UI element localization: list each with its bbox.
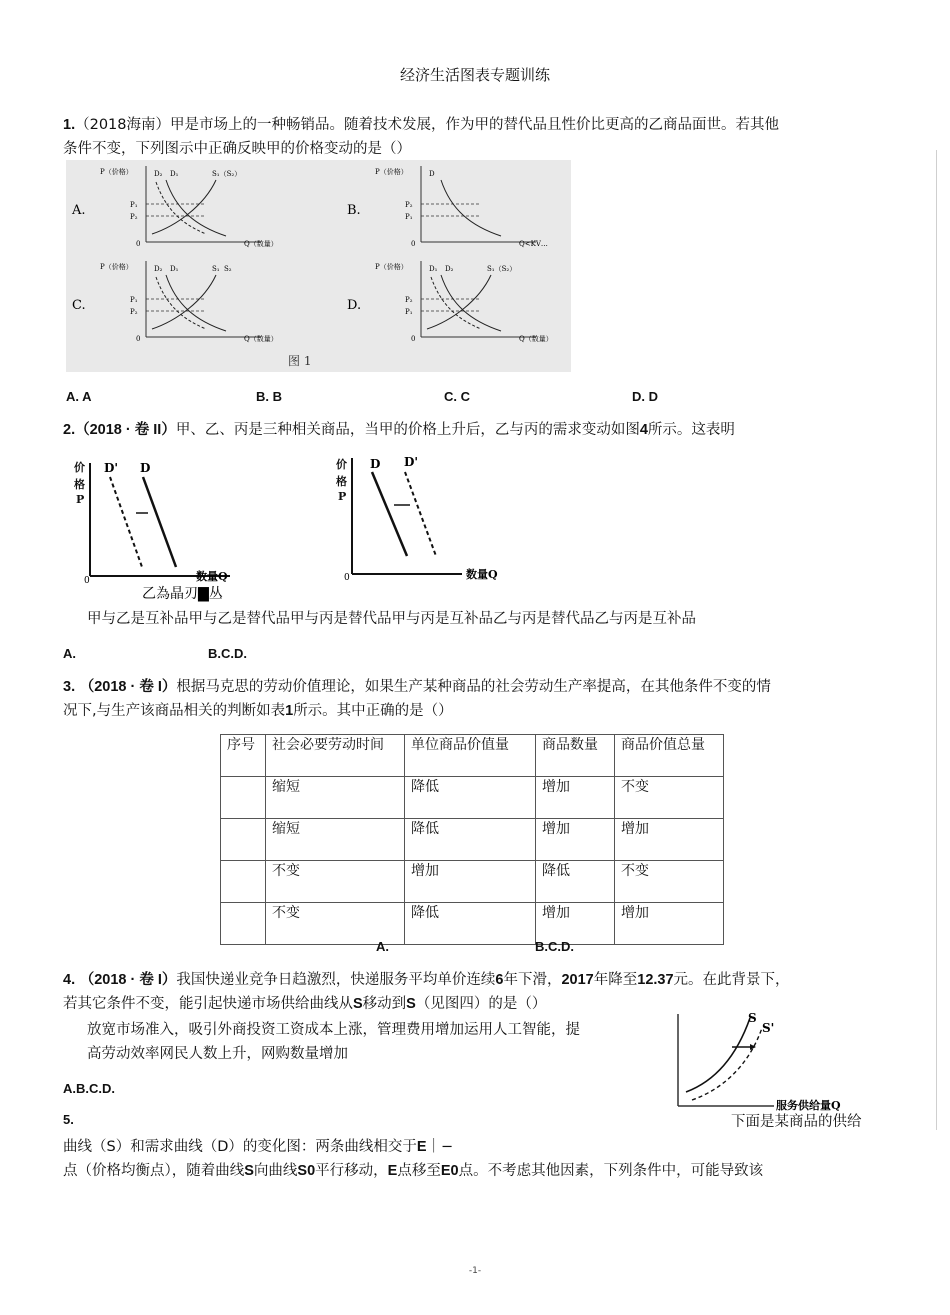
y-label-char: 价 [74, 461, 85, 474]
curve-label: D₂ [154, 265, 163, 273]
q1-figure [66, 160, 571, 372]
table-row [221, 903, 724, 945]
q3-answer-a[interactable]: A. [376, 939, 389, 954]
left-chart-caption: 乙為晶刃▇丛 [142, 586, 223, 602]
price-label: P₂ [405, 296, 413, 304]
demand-curve-d [372, 472, 407, 556]
origin-label: 0 [84, 576, 90, 586]
table-header-cell: 商品数量 [536, 735, 615, 777]
origin-label: 0 [411, 240, 416, 248]
demand-curve-d-prime [110, 477, 142, 567]
table-cell: 增加 [615, 819, 724, 861]
q4-choices-line2: 高劳动效率网民人数上升，网购数量增加 [87, 1046, 348, 1062]
panel-label: D. [347, 298, 362, 313]
curve-label: S₁（S₂） [487, 265, 517, 273]
page-number: -1- [468, 1266, 482, 1276]
price-label: P₁ [130, 296, 138, 304]
q3-line2: 况下,与生产该商品相关的判断如表1所示。其中正确的是（） [63, 703, 453, 719]
y-label-char: P [338, 490, 347, 503]
origin-label: 0 [136, 240, 141, 248]
q5-number: 5. [63, 1112, 74, 1127]
table-header-row [221, 735, 724, 777]
figure-caption: 图 1 [288, 354, 312, 368]
origin-label: 0 [411, 335, 416, 343]
q1-line1: 1.（2018海南）甲是市场上的一种畅销品。随着技术发展，作为甲的替代品且性价比更高的乙商品面世。若其他 [63, 117, 779, 133]
table-cell: 降低 [405, 819, 536, 861]
table-header-cell: 序号 [221, 735, 266, 777]
curve-label-d: D [140, 461, 151, 475]
price-label: P₂ [130, 213, 138, 221]
table-row [221, 819, 724, 861]
q1-option-d[interactable]: D. D [632, 389, 658, 404]
q1-option-c[interactable]: C. C [444, 389, 470, 404]
table-row [221, 861, 724, 903]
page-edge-line [936, 150, 937, 1130]
origin-label: 0 [136, 335, 141, 343]
table-cell: 降低 [405, 777, 536, 819]
q2-choices: 甲与乙是互补品甲与乙是替代品甲与丙是替代品甲与丙是互补品乙与丙是替代品乙与丙是互补品 [87, 611, 696, 627]
origin-label: 0 [344, 573, 350, 582]
x-axis-label: Q（数量） [519, 335, 553, 343]
q3-table-wrap [220, 734, 724, 945]
curve-label-s-prime: S' [762, 1021, 775, 1035]
curve-label: D [429, 170, 435, 178]
y-axis-label: P（价格） [100, 168, 133, 176]
demand-curve-d-prime [405, 472, 436, 556]
curve-label: D₂ [154, 170, 163, 178]
table-cell [221, 819, 266, 861]
x-axis-label: Q（数量） [244, 240, 278, 248]
supply-curve-s [686, 1018, 750, 1092]
x-axis-label: 数量Q [466, 568, 498, 581]
q3-table [220, 734, 724, 945]
q4-answers[interactable]: A.B.C.D. [63, 1081, 115, 1096]
x-axis-label: Q<KV… [519, 240, 548, 248]
page-title: 经济生活图表专题训练 [399, 66, 550, 84]
table-cell: 增加 [536, 903, 615, 945]
table-cell [221, 777, 266, 819]
y-axis-label: P（价格） [375, 263, 408, 271]
panel-label: B. [347, 203, 361, 218]
panel-label: C. [72, 298, 86, 313]
q2-answer-a[interactable]: A. [63, 646, 76, 661]
x-axis-label: 服务供给量Q [776, 1099, 841, 1112]
table-cell [221, 903, 266, 945]
table-cell: 缩短 [266, 777, 405, 819]
table-header-cell: 社会必要劳动时间 [266, 735, 405, 777]
curve-label-d-prime: D' [104, 461, 119, 475]
q3-answer-bcd[interactable]: B.C.D. [535, 939, 574, 954]
curve-label-s: S [748, 1012, 757, 1025]
table-cell: 增加 [536, 777, 615, 819]
table-cell: 降低 [405, 903, 536, 945]
q2-source: （2018 · 卷 II） [75, 422, 176, 438]
curve-label: D₁ [170, 170, 179, 178]
q1-option-b[interactable]: B. B [256, 389, 282, 404]
table-header-cell: 单位商品价值量 [405, 735, 536, 777]
table-cell: 不变 [615, 777, 724, 819]
demand-curve-d [143, 477, 176, 567]
q4-choices-line1: 放宽市场准入，吸引外商投资工资成本上涨，管理费用增加运用人工智能，提 [87, 1022, 580, 1038]
table-cell: 不变 [266, 903, 405, 945]
q1-line2: 条件不变，下列图示中正确反映甲的价格变动的是（） [63, 141, 411, 157]
q3-source: （2018 · 卷 I） [79, 679, 177, 695]
curve-label-d-prime: D' [404, 455, 419, 469]
panel-label: A. [72, 203, 86, 218]
price-label: P₂ [130, 308, 138, 316]
price-label: P₂ [405, 201, 413, 209]
table-cell: 不变 [615, 861, 724, 903]
q4-line1: 4. （2018 · 卷 I）我国快递业竞争日趋激烈，快递服务平均单价连续6年下滑，2017年降至12.37元。在此背景下， [63, 972, 790, 988]
table-cell [221, 861, 266, 903]
q2-answer-bcd[interactable]: B.C.D. [208, 646, 247, 661]
q5-right-text: 下面是某商品的供给 [731, 1114, 862, 1130]
y-axis-label: P（价格） [100, 263, 133, 271]
table-cell: 增加 [405, 861, 536, 903]
table-row [221, 777, 724, 819]
price-label: P₁ [405, 213, 413, 221]
price-label: P₁ [130, 201, 138, 209]
curve-label: D₂ [445, 265, 454, 273]
table-cell: 降低 [536, 861, 615, 903]
table-cell: 不变 [266, 861, 405, 903]
price-label: P₁ [405, 308, 413, 316]
q1-source: （2018海南） [75, 117, 170, 133]
x-axis-label: Q（数量） [244, 335, 278, 343]
curve-label: S₁（S₂） [212, 170, 242, 178]
table-cell: 增加 [536, 819, 615, 861]
curve-label: S₁ [212, 265, 220, 273]
table-cell: 增加 [615, 903, 724, 945]
q1-option-a[interactable]: A. A [66, 389, 92, 404]
q2-right-chart [332, 452, 532, 582]
q2-line1: 2.（2018 · 卷 II）甲、乙、丙是三种相关商品，当甲的价格上升后，乙与丙的需求变动如图4所示。这表明 [63, 422, 735, 438]
supply-curve-s-prime [692, 1028, 762, 1100]
y-label-char: 价 [336, 458, 347, 471]
q2-left-chart [70, 455, 250, 605]
y-label-char: P [76, 493, 85, 506]
x-axis-label: 数量Q [196, 570, 228, 583]
curve-label: D₁ [429, 265, 438, 273]
y-label-char: 格 [336, 475, 347, 488]
curve-label: D₁ [170, 265, 179, 273]
q4-line2: 若其它条件不变，能引起快递市场供给曲线从S移动到S（见图四）的是（） [63, 996, 547, 1012]
table-header-cell: 商品价值总量 [615, 735, 724, 777]
q5-line1: 曲线（S）和需求曲线（D）的变化图：两条曲线相交于E｜− [63, 1139, 454, 1155]
q5-line2: 点（价格均衡点），随着曲线S向曲线S0平行移动，E点移至E0点。不考虑其他因素，下列条件中，可能导致该 [63, 1163, 764, 1179]
curve-label: S₂ [224, 265, 232, 273]
q4-source: （2018 · 卷 I） [79, 972, 177, 988]
q4-supply-chart [670, 1012, 870, 1114]
y-label-char: 格 [74, 478, 85, 491]
curve-label-d: D [370, 457, 381, 471]
y-axis-label: P（价格） [375, 168, 408, 176]
table-cell: 缩短 [266, 819, 405, 861]
q3-line1: 3. （2018 · 卷 I）根据马克思的劳动价值理论，如果生产某种商品的社会劳动生产率提高，在其他条件不变的情 [63, 679, 771, 695]
